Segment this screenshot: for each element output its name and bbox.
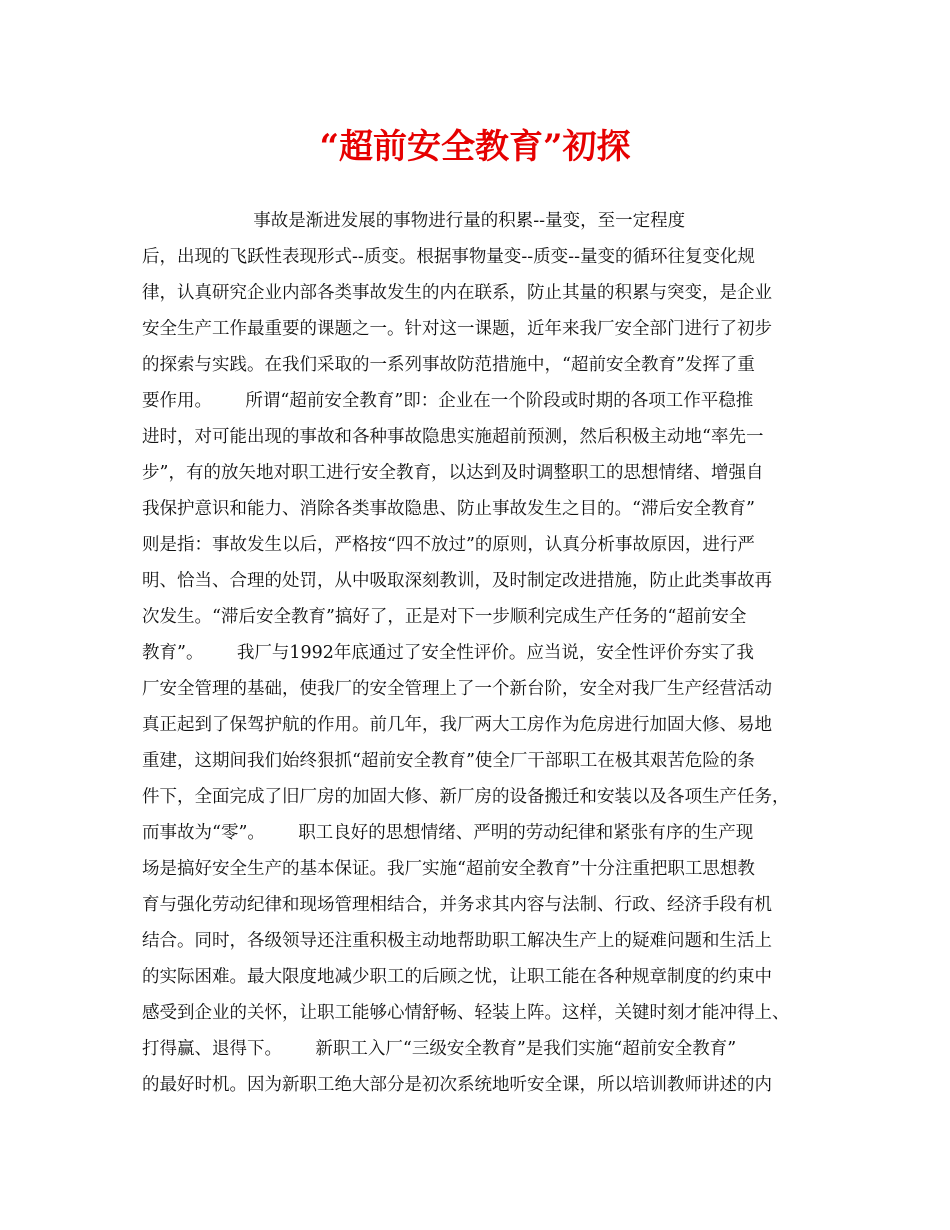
text-line: 次发生。“滞后安全教育”搞好了，正是对下一步顺利完成生产任务的“超前安全 — [142, 607, 747, 627]
text-line: 明、恰当、合理的处罚，从中吸取深刻教训，及时制定改进措施，防止此类事故再 — [142, 571, 772, 591]
text-line: 厂安全管理的基础，使我厂的安全管理上了一个新台阶，安全对我厂生产经营活动 — [142, 679, 772, 699]
text-line: 要作用。 所谓“超前安全教育”即：企业在一个阶段或时期的各项工作平稳推 — [142, 391, 754, 411]
text-line: 的探索与实践。在我们采取的一系列事故防范措施中，“超前安全教育”发挥了重 — [142, 355, 755, 375]
text-line: 安全生产工作最重要的课题之一。针对这一课题，近年来我厂安全部门进行了初步 — [142, 319, 772, 339]
text-line: 我保护意识和能力、消除各类事故隐患、防止事故发生之目的。“滞后安全教育” — [142, 499, 755, 519]
text-line: 结合。同时，各级领导还注重积极主动地帮助职工解决生产上的疑难问题和生活上 — [142, 931, 772, 951]
text-line: 场是搞好安全生产的基本保证。我厂实施“超前安全教育”十分注重把职工思想教 — [142, 859, 755, 879]
text-line: 步”，有的放矢地对职工进行安全教育，以达到及时调整职工的思想情绪、增强自 — [142, 463, 764, 483]
text-line: 进时，对可能出现的事故和各种事故隐患实施超前预测，然后积极主动地“率先一 — [142, 427, 764, 447]
text-line: 件下，全面完成了旧厂房的加固大修、新厂房的设备搬迁和安装以及各项生产任务， — [142, 787, 790, 807]
text-line: 的实际困难。最大限度地减少职工的后顾之忧，让职工能在各种规章制度的约束中 — [142, 967, 772, 987]
text-line: 而事故为“零”。 职工良好的思想情绪、严明的劳动纪律和紧张有序的生产现 — [142, 823, 754, 843]
text-line: 打得赢、退得下。 新职工入厂“三级安全教育”是我们实施“超前安全教育” — [142, 1039, 737, 1059]
body-text — [142, 203, 842, 1103]
text-line: 事故是渐进发展的事物进行量的积累--量变，至一定程度 — [142, 211, 686, 231]
text-line: 育与强化劳动纪律和现场管理相结合，并务求其内容与法制、行政、经济手段有机 — [142, 895, 772, 915]
text-line: 感受到企业的关怀，让职工能够心情舒畅、轻装上阵。这样，关键时刻才能冲得上、 — [142, 1003, 790, 1023]
text-line: 真正起到了保驾护航的作用。前几年，我厂两大工房作为危房进行加固大修、易地 — [142, 715, 772, 735]
text-line: 则是指：事故发生以后，严格按“四不放过”的原则，认真分析事故原因，进行严 — [142, 535, 755, 555]
text-line: 重建，这期间我们始终狠抓“超前安全教育”使全厂干部职工在极其艰苦危险的条 — [142, 751, 755, 771]
text-line: 后，出现的飞跃性表现形式--质变。根据事物量变--质变--量变的循环往复变化规 — [142, 247, 755, 267]
text-line: 律，认真研究企业内部各类事故发生的内在联系，防止其量的积累与突变，是企业 — [142, 283, 772, 303]
text-line: 教育”。 我厂与1992年底通过了安全性评价。应当说，安全性评价夯实了我 — [142, 643, 754, 663]
document-title: “超前安全教育”初探 — [319, 127, 631, 167]
text-line: 的最好时机。因为新职工绝大部分是初次系统地听安全课，所以培训教师讲述的内 — [142, 1075, 772, 1095]
